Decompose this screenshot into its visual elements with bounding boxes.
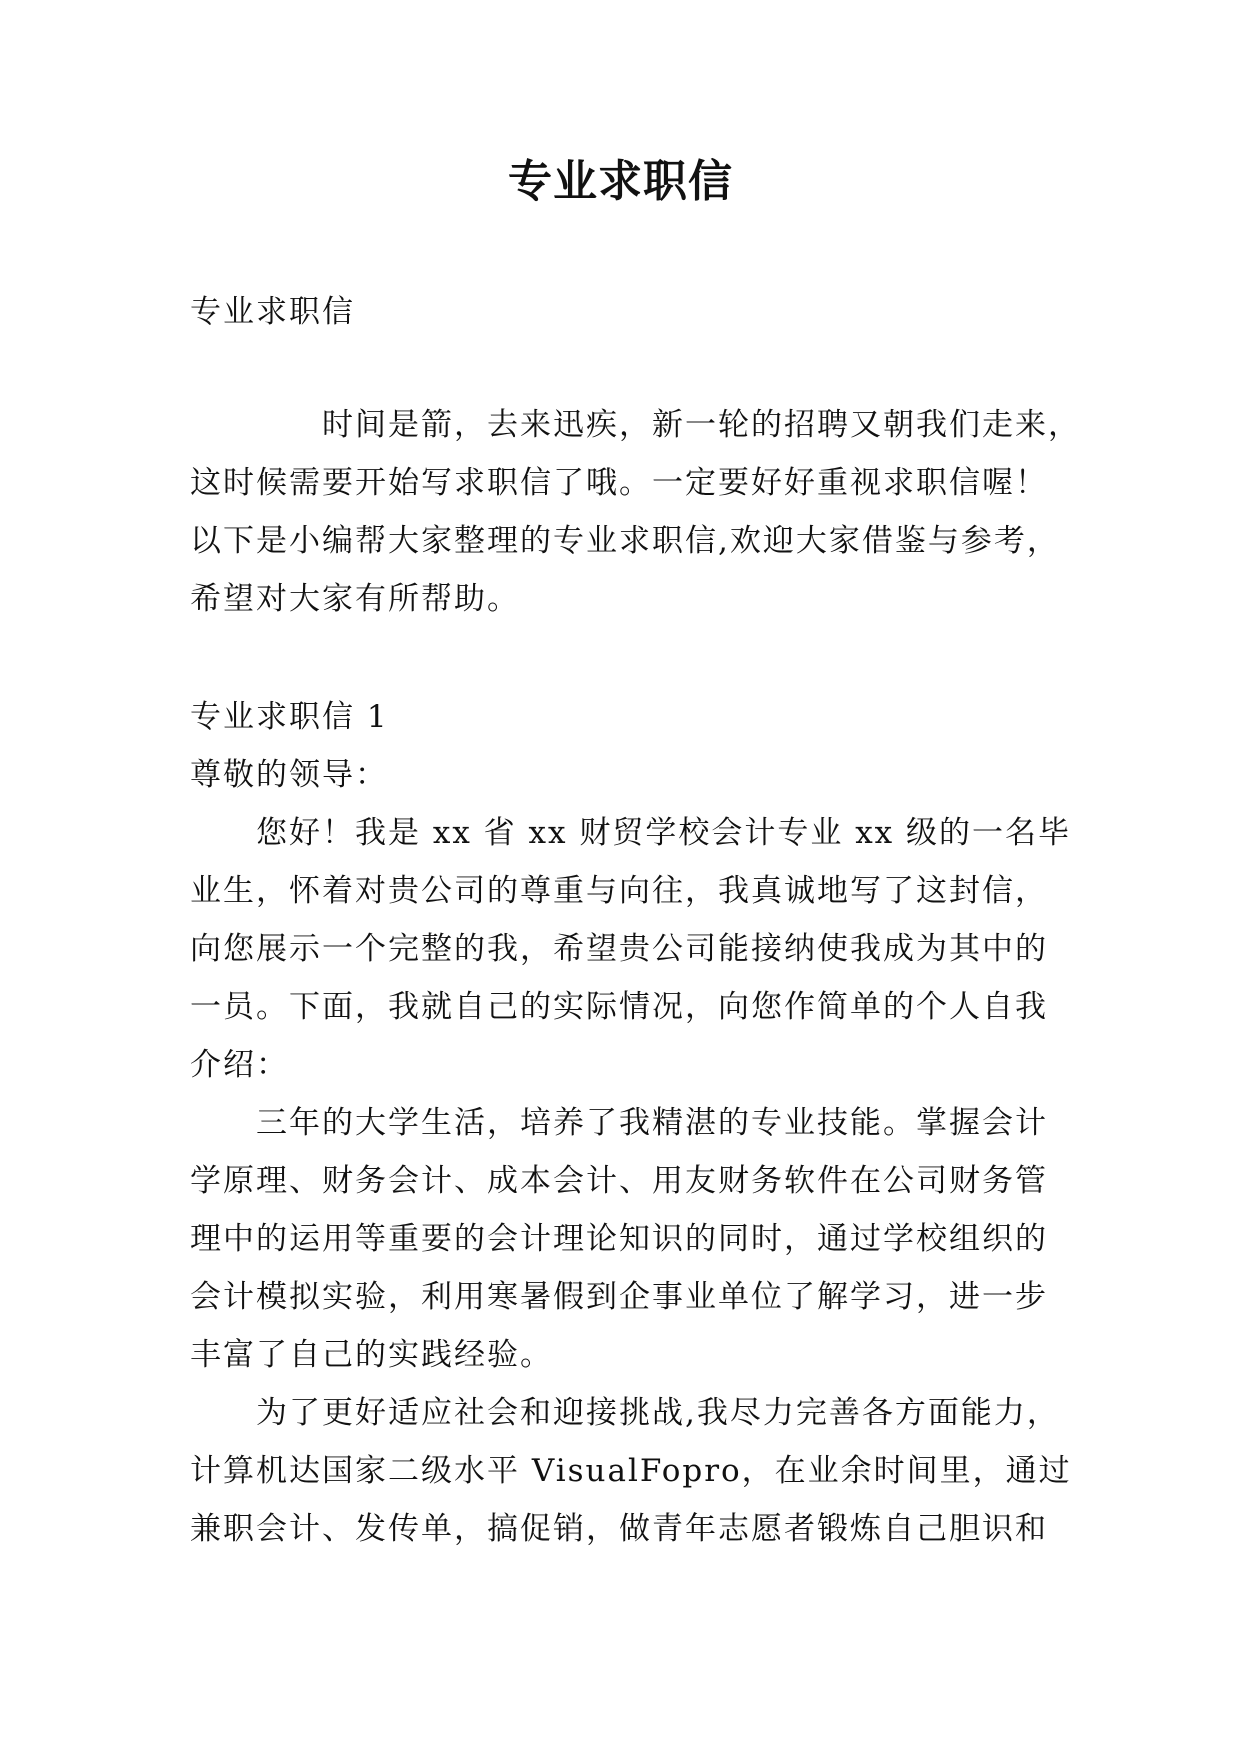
document-subtitle: 专业求职信 xyxy=(190,294,355,330)
document-title: 专业求职信 xyxy=(508,156,733,207)
intro-line: 这时候需要开始写求职信了哦。一定要好好重视求职信喔！ xyxy=(190,465,1048,501)
paragraph-line: 一员。下面，我就自己的实际情况，向您作简单的个人自我 xyxy=(190,989,1048,1025)
section-heading: 专业求职信 1 xyxy=(190,699,389,735)
intro-line: 希望对大家有所帮助。 xyxy=(190,581,520,617)
paragraph-line: 学原理、财务会计、成本会计、用友财务软件在公司财务管 xyxy=(190,1163,1048,1199)
paragraph-line: 会计模拟实验，利用寒暑假到企事业单位了解学习，进一步 xyxy=(190,1279,1048,1315)
paragraph-line: 介绍： xyxy=(190,1047,289,1083)
paragraph-line: 计算机达国家二级水平 VisualFopro，在业余时间里，通过 xyxy=(190,1453,1072,1489)
paragraph-line: 为了更好适应社会和迎接挑战,我尽力完善各方面能力， xyxy=(256,1395,1060,1431)
paragraph-line: 丰富了自己的实践经验。 xyxy=(190,1337,553,1373)
paragraph-line: 您好！我是 xx 省 xx 财贸学校会计专业 xx 级的一名毕 xyxy=(256,815,1072,851)
intro-line: 时间是箭，去来迅疾，新一轮的招聘又朝我们走来， xyxy=(322,407,1081,443)
paragraph-line: 兼职会计、发传单，搞促销，做青年志愿者锻炼自己胆识和 xyxy=(190,1511,1048,1547)
salutation: 尊敬的领导： xyxy=(190,757,388,793)
paragraph-line: 业生，怀着对贵公司的尊重与向往，我真诚地写了这封信， xyxy=(190,873,1048,909)
intro-line: 以下是小编帮大家整理的专业求职信,欢迎大家借鉴与参考， xyxy=(190,523,1060,559)
paragraph-line: 理中的运用等重要的会计理论知识的同时，通过学校组织的 xyxy=(190,1221,1048,1257)
paragraph-line: 三年的大学生活，培养了我精湛的专业技能。掌握会计 xyxy=(256,1105,1048,1141)
paragraph-line: 向您展示一个完整的我，希望贵公司能接纳使我成为其中的 xyxy=(190,931,1048,967)
